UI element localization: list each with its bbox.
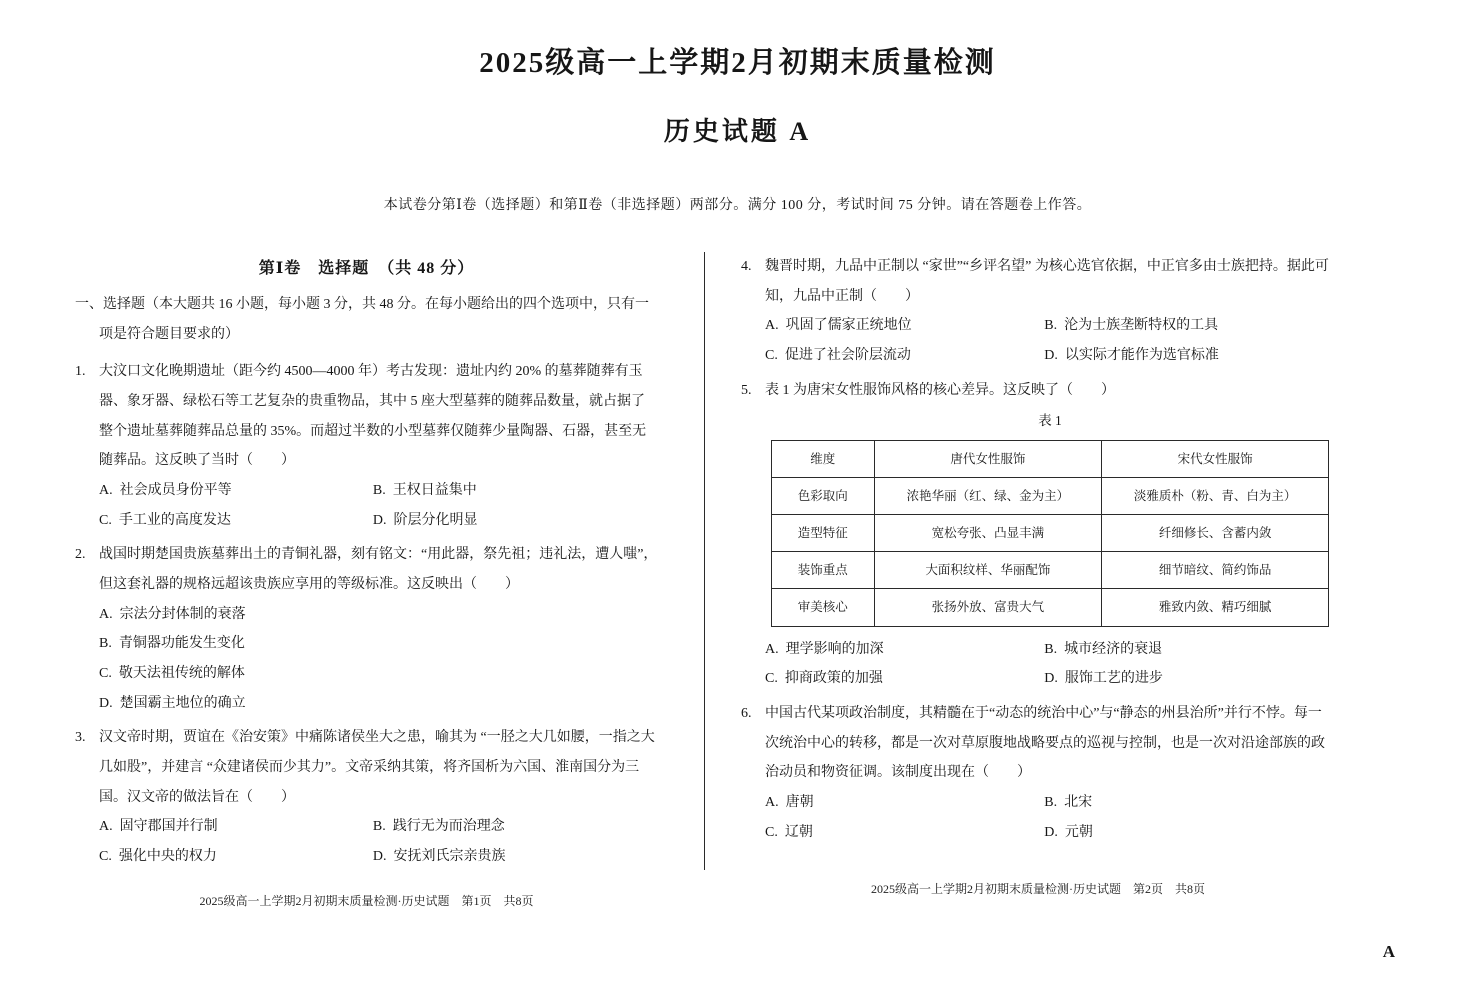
option-d: D. 楚国霸主地位的确立 — [99, 695, 246, 711]
question-6 — [741, 699, 1335, 847]
option-d: D. 服饰工艺的进步 — [1044, 671, 1163, 687]
table-cell: 造型特征 — [771, 515, 874, 552]
option-b: B. 北宋 — [1044, 794, 1093, 810]
question-options — [765, 788, 1335, 847]
option-b: B. 沦为士族垄断特权的工具 — [1044, 318, 1219, 334]
option-b: B. 践行无为而治理念 — [372, 819, 505, 835]
question-stem: 战国时期楚国贵族墓葬出土的青铜礼器，刻有铭文：“用此器，祭先祖；违礼法，遭人嗤”，但这套礼器的规格远超该贵族应享用的等级标准。这反映出（ ） — [99, 547, 658, 592]
question-options — [765, 311, 1335, 370]
table-row — [771, 515, 1329, 552]
table-row — [771, 589, 1329, 626]
question-body — [765, 376, 1335, 694]
option-a: A. 社会成员身份平等 — [99, 482, 232, 498]
table-cell: 雅致内敛、精巧细腻 — [1102, 589, 1329, 626]
option-a: A. 唐朝 — [765, 794, 814, 810]
table-cell: 细节暗纹、简约饰品 — [1102, 552, 1329, 589]
question-number: 6. — [741, 705, 752, 721]
question-4 — [741, 252, 1335, 371]
question-number: 2. — [75, 547, 86, 563]
table-caption: 表 1 — [1038, 413, 1062, 429]
option-b: B. 城市经济的衰退 — [1044, 641, 1163, 657]
question-options — [99, 600, 658, 719]
table-cell: 淡雅质朴（粉、青、白为主） — [1102, 478, 1329, 515]
table-cell: 纤细修长、含蓄内敛 — [1102, 515, 1329, 552]
question-stem: 中国古代某项政治制度，其精髓在于“动态的统治中心”与“静态的州县治所”并行不悖。每一次统治中心的转移，都是一次对草原腹地战略要点的巡视与控制，也是一次对沿途部族的政治动员和物资征调。该制度出现在（ ） — [765, 705, 1325, 781]
option-c: C. 促进了社会阶层流动 — [765, 348, 911, 364]
two-page-spread — [0, 252, 1475, 914]
option-a: A. 固守郡国并行制 — [99, 819, 218, 835]
question-options — [99, 812, 658, 871]
question-body — [99, 357, 658, 535]
question-body — [765, 699, 1335, 847]
question-stem: 表 1 为唐宋女性服饰风格的核心差异。这反映了（ ） — [765, 382, 1115, 398]
table-header-cell: 维度 — [771, 440, 874, 477]
exam-intro: 本试卷分第Ⅰ卷（选择题）和第Ⅱ卷（非选择题）两部分。满分 100 分，考试时间 75 分钟。请在答题卷上作答。 — [383, 198, 1092, 213]
option-d: D. 以实际才能作为选官标准 — [1044, 348, 1219, 364]
table-header-cell: 唐代女性服饰 — [874, 440, 1101, 477]
option-a: A. 巩固了儒家正统地位 — [765, 318, 912, 334]
table-row — [771, 552, 1329, 589]
table-cell: 大面积纹样、华丽配饰 — [874, 552, 1101, 589]
option-c: C. 强化中央的权力 — [99, 849, 217, 864]
question-1 — [75, 357, 658, 535]
page-2-column — [741, 252, 1335, 902]
table-header-cell: 宋代女性服饰 — [1102, 440, 1329, 477]
question-stem: 魏晋时期，九品中正制以 “家世”“乡评名望” 为核心选官依据，中正官多由士族把持。据此可知，九品中正制（ ） — [765, 259, 1329, 304]
table-cell: 张扬外放、富贵大气 — [874, 589, 1101, 626]
exam-header — [0, 0, 1475, 214]
question-body — [99, 723, 658, 871]
question-number: 4. — [741, 259, 752, 274]
table-header-row — [771, 440, 1329, 477]
section-title: 第Ⅰ卷 选择题 （共 48 分） — [258, 260, 475, 277]
question-number: 5. — [741, 382, 752, 398]
page-2-footer: 2025级高一上学期2月初期末质量检测·历史试题 第2页 共8页 — [871, 881, 1205, 896]
option-d: D. 安抚刘氏宗亲贵族 — [372, 849, 506, 864]
question-stem: 汉文帝时期，贾谊在《治安策》中痛陈诸侯坐大之患，喻其为 “一胫之大几如腰，一指之大几如股”，并建言 “众建诸侯而少其力”。文帝采纳其策，将齐国析为六国、淮南国分为三国。汉文帝的做法旨在（ ） — [99, 730, 655, 805]
question-body — [99, 540, 658, 718]
table-cell: 审美核心 — [771, 589, 874, 626]
option-a: A. 宗法分封体制的衰落 — [99, 606, 246, 622]
column-divider — [704, 252, 705, 870]
option-b: B. 青铜器功能发生变化 — [99, 636, 245, 652]
exam-subtitle: 历史试题 A — [663, 117, 812, 146]
exam-title: 2025级高一上学期2月初期末质量检测 — [479, 47, 996, 79]
question-number: 3. — [75, 730, 86, 746]
table-cell: 宽松夸张、凸显丰满 — [874, 515, 1101, 552]
table-cell: 装饰重点 — [771, 552, 874, 589]
option-d: D. 元朝 — [1044, 824, 1093, 840]
option-d: D. 阶层分化明显 — [372, 512, 478, 528]
table-row — [771, 478, 1329, 515]
page-1-column — [75, 252, 658, 914]
option-b: B. 王权日益集中 — [372, 482, 477, 498]
question-stem: 大汶口文化晚期遗址（距今约 4500—4000 年）考古发现：遗址内约 20% 的墓葬随葬有玉器、象牙器、绿松石等工艺复杂的贵重物品，其中 5 座大型墓葬的随葬品数量，就占据了整个遗址墓葬随葬品总量的 35%。而超过半数的小型墓葬仅随葬少量陶器、石器，甚至无随葬品。这反映了当时（ ） — [99, 364, 647, 469]
option-a: A. 理学影响的加深 — [765, 641, 884, 657]
option-c: C. 敬天法祖传统的解体 — [99, 665, 245, 681]
question-5 — [741, 376, 1335, 694]
question-body — [765, 252, 1335, 371]
option-c: C. 手工业的高度发达 — [99, 512, 231, 528]
table-cell: 色彩取向 — [771, 478, 874, 515]
question-options — [99, 476, 658, 535]
option-c: C. 抑商政策的加强 — [765, 671, 883, 687]
question-options — [765, 635, 1335, 694]
question-2 — [75, 540, 658, 718]
table-1 — [771, 440, 1330, 627]
page-1-footer: 2025级高一上学期2月初期末质量检测·历史试题 第1页 共8页 — [199, 893, 534, 908]
option-c: C. 辽朝 — [765, 824, 813, 840]
question-number: 1. — [75, 364, 86, 380]
section-instruction: 一、选择题（本大题共 16 小题，每小题 3 分，共 48 分。在每小题给出的四个选项中，只有一项是符合题目要求的） — [75, 296, 649, 342]
table-cell: 浓艳华丽（红、绿、金为主） — [874, 478, 1101, 515]
question-3 — [75, 723, 658, 871]
corner-label: A — [1382, 942, 1395, 961]
